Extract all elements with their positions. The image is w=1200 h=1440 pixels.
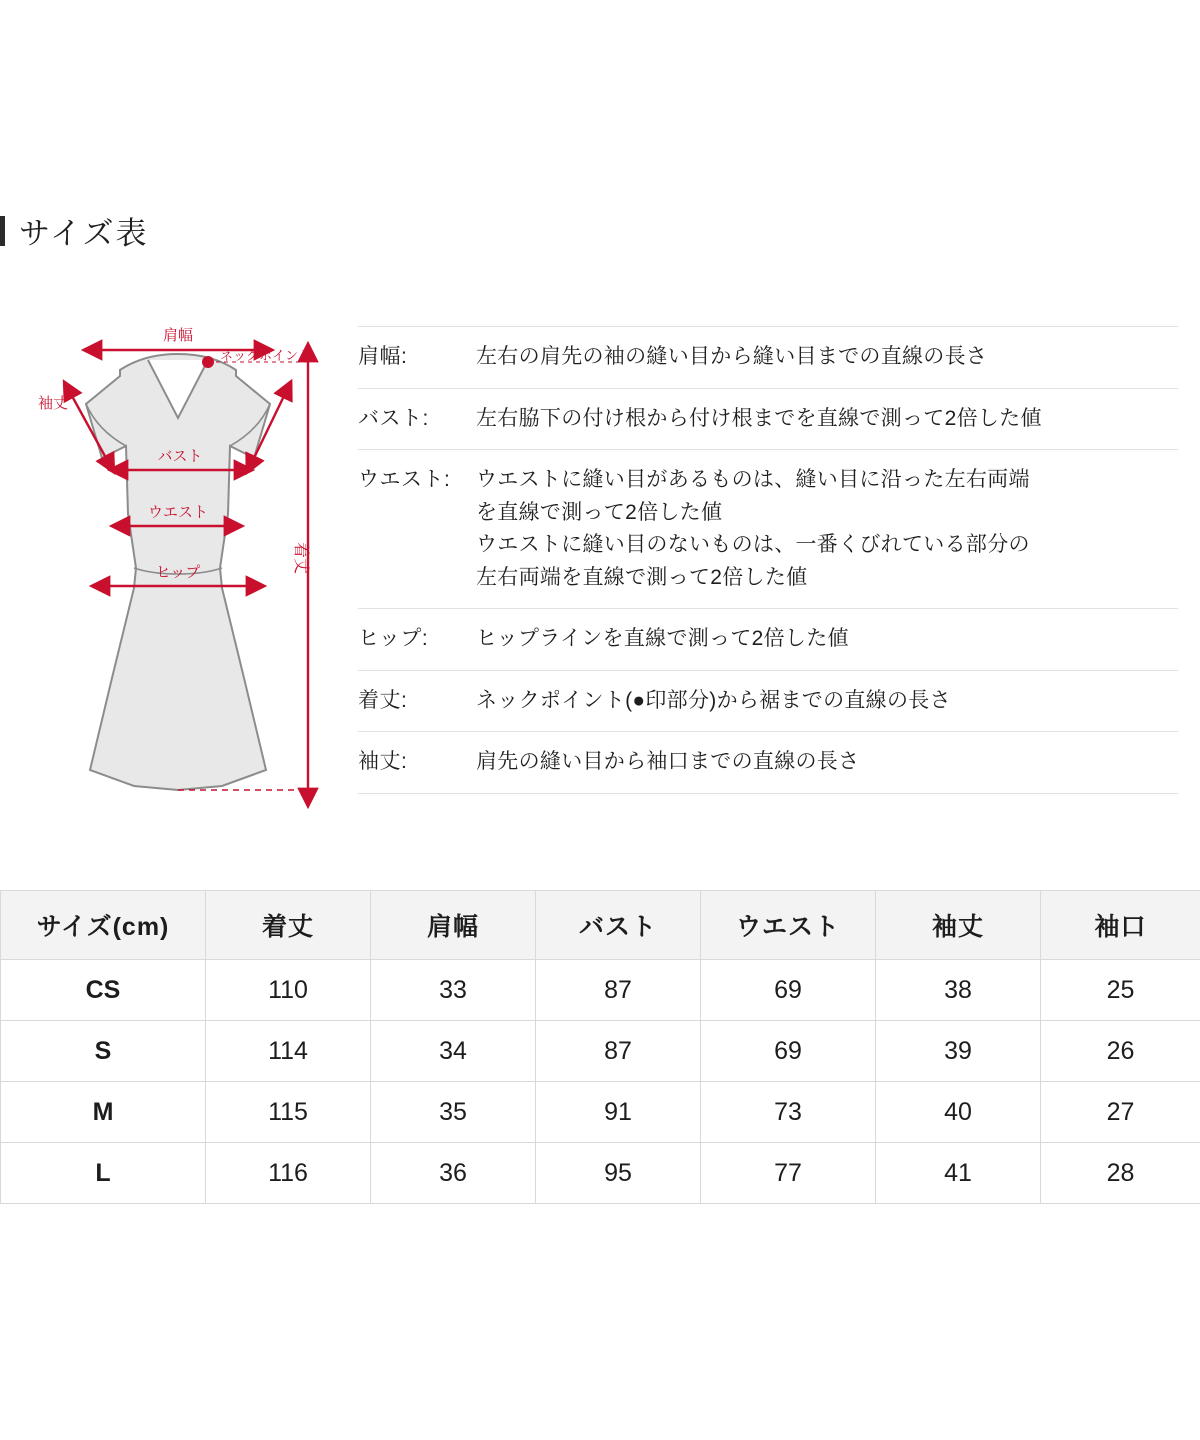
definition-term-hip: ヒップ: xyxy=(358,627,429,651)
table-cell-size: CS xyxy=(1,960,206,1021)
definition-desc-dress-length xyxy=(476,685,1178,718)
table-cell: 34 xyxy=(371,1021,536,1082)
table-header-cell: 袖丈 xyxy=(876,891,1041,960)
table-cell: 41 xyxy=(876,1143,1041,1204)
definition-desc-line: ネックポイント(●印部分)から裾までの直線の長さ xyxy=(476,688,951,712)
table-cell: 69 xyxy=(701,1021,876,1082)
table-row xyxy=(1,1143,1200,1204)
shoulder-label: 肩幅 xyxy=(162,327,194,344)
definition-row-hip xyxy=(358,609,1178,671)
table-header-cell: 肩幅 xyxy=(371,891,536,960)
definition-desc-line: 左右の肩先の袖の縫い目から縫い目までの直線の長さ xyxy=(476,345,988,368)
definition-desc-bust xyxy=(476,403,1178,436)
table-cell: 110 xyxy=(206,960,371,1021)
definition-row-dress-length xyxy=(358,671,1178,733)
table-cell: 95 xyxy=(536,1143,701,1204)
definition-term-bust: バスト: xyxy=(358,406,429,430)
definition-term-dress-length: 着丈: xyxy=(358,688,408,712)
definition-desc-line: を直線で測って2倍した値 xyxy=(476,500,723,524)
definition-desc-line: 左右脇下の付け根から付け根までを直線で測って2倍した値 xyxy=(476,406,1042,430)
definition-term-sleeve-length: 袖丈: xyxy=(358,750,408,774)
table-cell: 115 xyxy=(206,1082,371,1143)
table-cell: 91 xyxy=(536,1082,701,1143)
table-row xyxy=(1,1082,1200,1143)
table-cell-size: L xyxy=(1,1143,206,1204)
waist-label: ウエスト xyxy=(147,504,209,521)
table-cell-size: S xyxy=(1,1021,206,1082)
table-cell: 26 xyxy=(1041,1021,1200,1082)
table-cell-size: M xyxy=(1,1082,206,1143)
table-cell: 33 xyxy=(371,960,536,1021)
definition-desc-waist xyxy=(476,464,1178,594)
hip-label: ヒップ xyxy=(155,564,201,581)
page-title: サイズ表 xyxy=(19,216,149,251)
table-cell: 38 xyxy=(876,960,1041,1021)
table-header-cell: サイズ(cm) xyxy=(1,891,206,960)
definition-row-waist xyxy=(358,450,1178,609)
definition-desc-sleeve-length xyxy=(476,746,1178,779)
table-cell: 116 xyxy=(206,1143,371,1204)
dress-length-label: 着丈 xyxy=(292,541,309,575)
dress-illustration-svg xyxy=(8,318,358,838)
table-cell: 87 xyxy=(536,960,701,1021)
definition-term-shoulder: 肩幅: xyxy=(358,345,408,368)
measurement-guide xyxy=(0,318,1200,858)
table-row xyxy=(1,1021,1200,1082)
bust-label: バスト xyxy=(157,448,203,465)
sleeve-length-label: 袖丈 xyxy=(38,395,69,412)
table-cell: 25 xyxy=(1041,960,1200,1021)
definition-desc-shoulder xyxy=(476,341,1178,374)
neck-point-label: ネックポイント xyxy=(220,348,312,363)
table-cell: 27 xyxy=(1041,1082,1200,1143)
table-header-cell: バスト xyxy=(536,891,701,960)
table-cell: 87 xyxy=(536,1021,701,1082)
title-accent-bar xyxy=(0,216,5,246)
definition-desc-line: ヒップラインを直線で測って2倍した値 xyxy=(476,627,849,651)
table-header-cell: 袖口 xyxy=(1041,891,1200,960)
table-cell: 35 xyxy=(371,1082,536,1143)
garment-diagram xyxy=(8,318,358,838)
table-cell: 40 xyxy=(876,1082,1041,1143)
definition-desc-line: 肩先の縫い目から袖口までの直線の長さ xyxy=(476,750,860,774)
table-cell: 77 xyxy=(701,1143,876,1204)
page-title-section xyxy=(0,208,1200,253)
definition-row-bust xyxy=(358,389,1178,451)
table-row xyxy=(1,960,1200,1021)
size-table xyxy=(0,890,1200,1204)
definition-row-sleeve-length xyxy=(358,732,1178,794)
definition-desc-hip xyxy=(476,623,1178,656)
definition-term-waist: ウエスト: xyxy=(358,468,451,492)
table-header-row xyxy=(1,891,1200,960)
definition-desc-line: ウエストに縫い目があるものは、縫い目に沿った左右両端 xyxy=(476,468,1030,492)
table-cell: 73 xyxy=(701,1082,876,1143)
definition-desc-line: ウエストに縫い目のないものは、一番くびれている部分の xyxy=(476,533,1030,557)
definition-row-shoulder xyxy=(358,326,1178,389)
table-header-cell: 着丈 xyxy=(206,891,371,960)
table-cell: 28 xyxy=(1041,1143,1200,1204)
table-header-cell: ウエスト xyxy=(701,891,876,960)
definition-list xyxy=(358,326,1178,794)
table-cell: 36 xyxy=(371,1143,536,1204)
table-cell: 39 xyxy=(876,1021,1041,1082)
table-cell: 114 xyxy=(206,1021,371,1082)
definition-desc-line: 左右両端を直線で測って2倍した値 xyxy=(476,565,808,589)
table-cell: 69 xyxy=(701,960,876,1021)
